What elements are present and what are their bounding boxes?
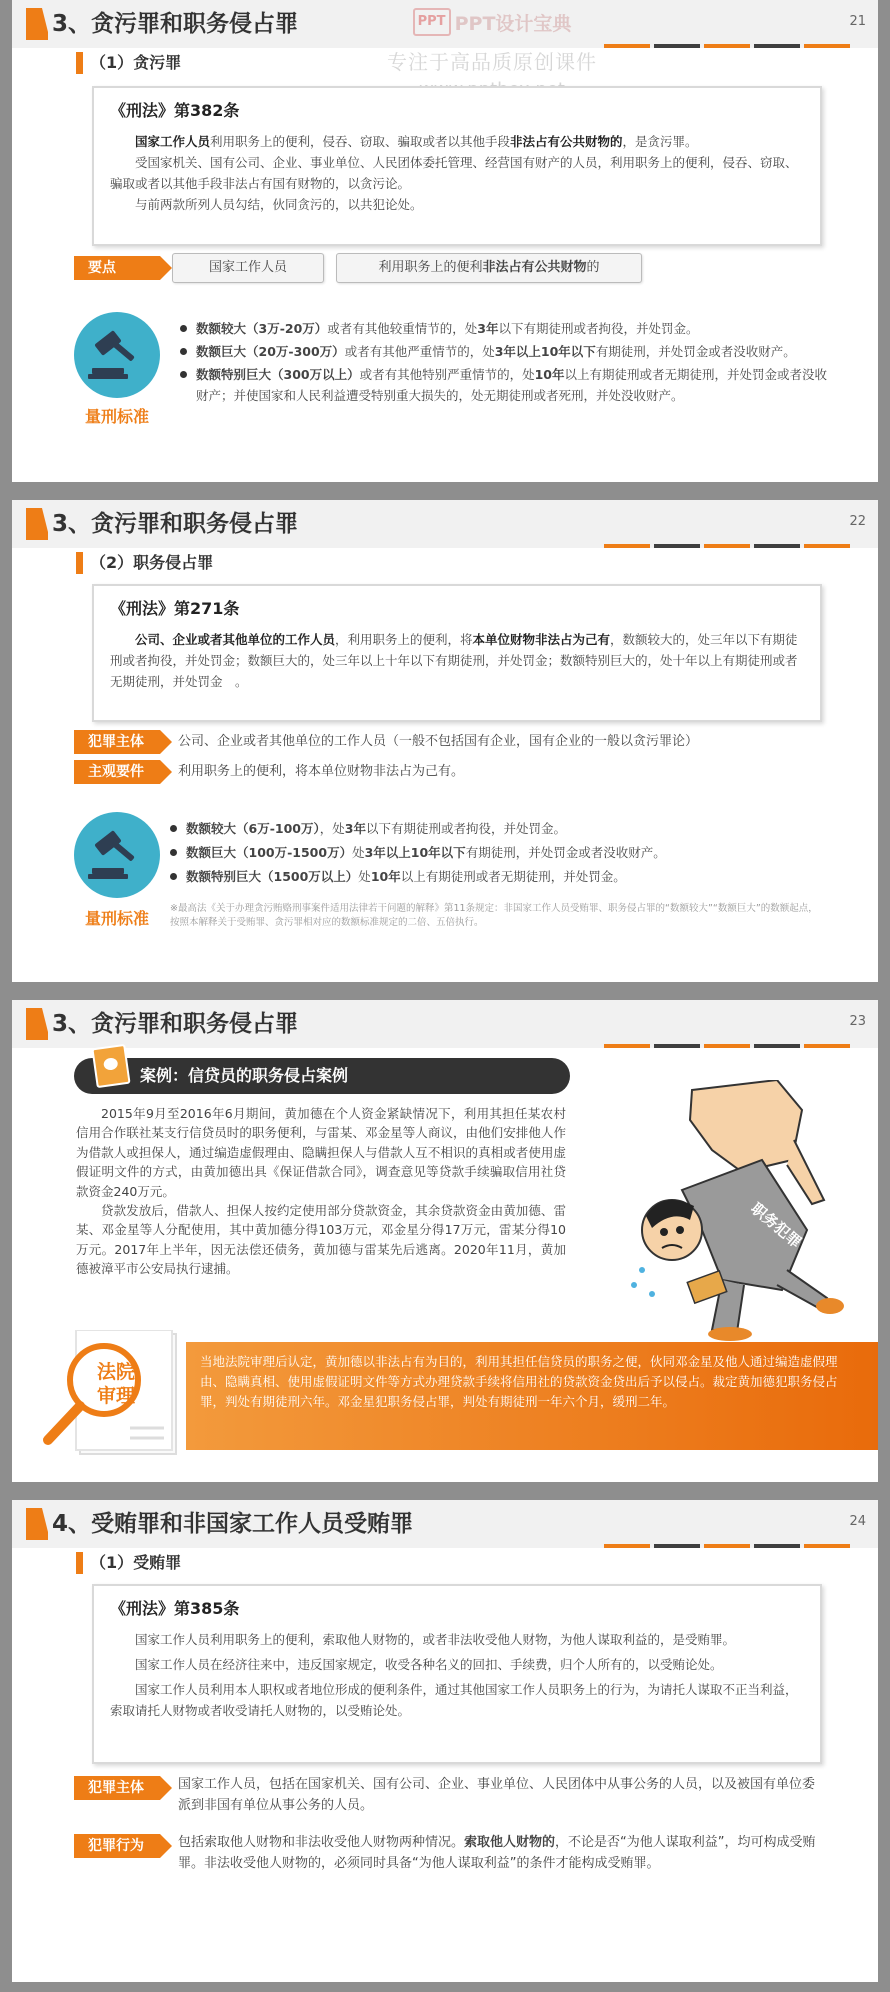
deco-bar bbox=[754, 1544, 800, 1548]
slide-title: 3、贪污罪和职务侵占罪 bbox=[52, 1011, 299, 1037]
sentencing-label: 量刑标准 bbox=[84, 407, 149, 426]
case-paragraph: 2015年9月至2016年6月期间，黄加德在个人资金紧缺情况下，利用其担任某农村信用合作联社某支行信贷员时的职务便利，与雷某、邓金星等人商议，由他们安排他人作为借款人或担保人，通过编造虚假理由、隐瞒担保人与借款人互不相识的真相或者使用虚假证明文件的方式，由黄加德出具《保证借款合同》，调查意见等贷款手续骗取信用社贷款资金240万元。 bbox=[76, 1106, 566, 1199]
slide-header bbox=[12, 1500, 878, 1548]
header-accent bbox=[26, 508, 48, 540]
section-subtitle: （1）受贿罪 bbox=[76, 1552, 181, 1574]
watermark-slogan: 专注于高品质原创课件 bbox=[387, 50, 597, 74]
key-point-pill: 利用职务上的便利非法占有公共财物的 bbox=[336, 253, 642, 283]
slide-title: 3、贪污罪和职务侵占罪 bbox=[52, 511, 299, 537]
case-description bbox=[76, 1104, 566, 1279]
law-article: 《刑法》第382条 bbox=[110, 101, 240, 120]
page-number: 22 bbox=[849, 514, 866, 529]
slide-24 bbox=[12, 1500, 878, 1982]
law-box bbox=[92, 86, 822, 246]
gavel-icon bbox=[74, 812, 160, 898]
deco-bar bbox=[604, 1544, 650, 1548]
deco-bar bbox=[654, 44, 700, 48]
key-point-pill: 国家工作人员 bbox=[172, 253, 324, 283]
deco-bar bbox=[754, 544, 800, 548]
deco-bar bbox=[604, 544, 650, 548]
page-number: 24 bbox=[849, 1514, 866, 1529]
key-points-tag: 要点 bbox=[74, 256, 160, 280]
law-paragraph: 国家工作人员利用本人职权或者地位形成的便利条件，通过其他国家工作人员职务上的行为，为请托人谋取不正当利益，索取请托人财物或者收受请托人财物的，以受贿论处。 bbox=[110, 1682, 798, 1718]
deco-bar bbox=[654, 544, 700, 548]
deco-bar bbox=[804, 1544, 850, 1548]
page-number: 23 bbox=[849, 1014, 866, 1029]
sentencing-label: 量刑标准 bbox=[84, 909, 149, 928]
deco-bar bbox=[804, 1044, 850, 1048]
deco-bar bbox=[654, 1544, 700, 1548]
deco-bar bbox=[604, 1044, 650, 1048]
watermark-logo: PPT bbox=[413, 8, 451, 36]
sentencing-item: 数额巨大（20万-300万）或者有其他严重情节的，处3年以上10年以下有期徒刑，并处罚金或者没收财产。 bbox=[180, 341, 830, 362]
deco-bar bbox=[704, 44, 750, 48]
law-article: 《刑法》第271条 bbox=[110, 599, 240, 618]
law-paragraph: 国家工作人员在经济往来中，违反国家规定，收受各种名义的回扣、手续费，归个人所有的，以受贿论处。 bbox=[135, 1657, 723, 1672]
deco-bar bbox=[704, 1544, 750, 1548]
case-file-icon bbox=[91, 1044, 130, 1088]
deco-bar bbox=[804, 544, 850, 548]
legal-note: ※最高法《关于办理贪污贿赂刑事案件适用法律若干问题的解释》第11条规定：非国家工作人员受贿罪、职务侵占罪的“数额较大”“数额巨大”的数额起点，按照本解释关于受贿罪、贪污罪相对应的数额标准规定的二倍、五倍执行。 bbox=[170, 903, 818, 928]
law-box bbox=[92, 1584, 822, 1764]
sentencing-item: 数额特别巨大（300万以上）或者有其他特别严重情节的，处10年以上有期徒刑或者无期徒刑，并处罚金或者没收财产；并使国家和人民利益遭受特别重大损失的，处无期徒刑或者死刑，并处没收财产。 bbox=[180, 364, 830, 406]
deco-bar bbox=[704, 1044, 750, 1048]
slide-23 bbox=[12, 1000, 878, 1482]
law-paragraph: 公司、企业或者其他单位的工作人员，利用职务上的便利，将本单位财物非法占为己有，数额较大的，处三年以下有期徒刑或者拘役，并处罚金；数额巨大的，处三年以上十年以下有期徒刑，并处罚金；数额特别巨大的，处十年以上有期徒刑或者无期徒刑，并处罚金 。 bbox=[110, 632, 798, 689]
header-accent bbox=[26, 8, 48, 40]
slide-21 bbox=[12, 0, 878, 482]
page-number: 21 bbox=[849, 14, 866, 29]
case-paragraph: 贷款发放后，借款人、担保人按约定使用部分贷款资金，其余贷款资金由黄加德、雷某、邓金星等人分配使用，其中黄加德分得103万元，邓金星分得17万元，雷某分得10万元。2017年上半年，因无法偿还债务，黄加德与雷某先后逃离。2020年11月，黄加德被漳平市公安局执行逮捕。 bbox=[76, 1203, 566, 1277]
law-box bbox=[92, 584, 822, 722]
sentencing-item: 数额较大（3万-20万）或者有其他较重情节的，处3年以下有期徒刑或者拘役，并处罚金。 bbox=[180, 318, 830, 339]
sentencing-item: 数额巨大（100万-1500万）处3年以上10年以下有期徒刑，并处罚金或者没收财产。 bbox=[170, 842, 820, 863]
sentencing-item: 数额较大（6万-100万），处3年以下有期徒刑或者拘役，并处罚金。 bbox=[170, 818, 820, 839]
section-subtitle: （1）贪污罪 bbox=[76, 52, 181, 74]
court-review-label: 法院审理 bbox=[96, 1361, 135, 1407]
watermark-name: PPT设计宝典 bbox=[454, 12, 572, 35]
slide-header bbox=[12, 1000, 878, 1048]
crime-subject-tag: 犯罪主体 bbox=[74, 1776, 160, 1800]
subjective-element-text: 利用职务上的便利，将本单位财物非法占为己有。 bbox=[178, 764, 465, 779]
deco-bar bbox=[704, 544, 750, 548]
slide-title: 3、贪污罪和职务侵占罪 bbox=[52, 11, 299, 37]
crime-subject-tag: 犯罪主体 bbox=[74, 730, 160, 754]
slide-title: 4、受贿罪和非国家工作人员受贿罪 bbox=[52, 1511, 414, 1537]
deco-bar bbox=[654, 1044, 700, 1048]
deco-bar bbox=[754, 44, 800, 48]
slide-header bbox=[12, 500, 878, 548]
law-article: 《刑法》第385条 bbox=[110, 1599, 240, 1618]
law-paragraph: 受国家机关、国有公司、企业、事业单位、人民团体委托管理、经营国有财产的人员，利用职务上的便利，侵吞、窃取、骗取或者以其他手段非法占有国有财物的，以贪污论。 bbox=[110, 155, 798, 191]
crime-subject-text: 公司、企业或者其他单位的工作人员（一般不包括国有企业，国有企业的一般以贪污罪论） bbox=[178, 734, 699, 749]
deco-bar bbox=[804, 44, 850, 48]
header-accent bbox=[26, 1508, 48, 1540]
cartoon-label: 职务犯罪 bbox=[747, 1199, 805, 1252]
sentencing-list bbox=[170, 818, 820, 889]
sentencing-list bbox=[180, 318, 830, 408]
crime-act-tag: 犯罪行为 bbox=[74, 1834, 160, 1858]
slide-22 bbox=[12, 500, 878, 982]
case-title-bar: 案例：信贷员的职务侵占案例 bbox=[74, 1058, 570, 1094]
law-paragraph: 与前两款所列人员勾结，伙同贪污的，以共犯论处。 bbox=[135, 197, 423, 212]
deco-bar bbox=[754, 1044, 800, 1048]
law-paragraph: 国家工作人员利用职务上的便利，索取他人财物的，或者非法收受他人财物，为他人谋取利益的，是受贿罪。 bbox=[135, 1632, 736, 1647]
cartoon-illustration bbox=[562, 1080, 862, 1342]
subjective-element-tag: 主观要件 bbox=[74, 760, 160, 784]
gavel-icon bbox=[74, 312, 160, 398]
crime-act-text: 包括索取他人财物和非法收受他人财物两种情况。索取他人财物的，不论是否“为他人谋取利益”，均可构成受贿罪。非法收受他人财物的，必须同时具备“为他人谋取利益”的条件才能构成受贿罪。 bbox=[178, 1835, 816, 1871]
court-ruling-band: 当地法院审理后认定，黄加德以非法占有为目的，利用其担任信贷员的职务之便，伙同邓金星及他人通过编造虚假理由、隐瞒真相、使用虚假证明文件等方式办理贷款手续将信用社的贷款资金贷出后予以侵占。裁定黄加德犯职务侵占罪，判处有期徒刑六年。邓金星犯职务侵占罪，判处有期徒刑一年六个月，缓刑二年。 bbox=[186, 1342, 878, 1450]
section-subtitle: （2）职务侵占罪 bbox=[76, 552, 213, 574]
sentencing-item: 数额特别巨大（1500万以上）处10年以上有期徒刑或者无期徒刑，并处罚金。 bbox=[170, 866, 820, 887]
law-paragraph: 国家工作人员利用职务上的便利，侵吞、窃取、骗取或者以其他手段非法占有公共财物的，是贪污罪。 bbox=[135, 134, 698, 149]
header-accent bbox=[26, 1008, 48, 1040]
crime-subject-text: 国家工作人员，包括在国家机关、国有公司、企业、事业单位、人民团体中从事公务的人员，以及被国有单位委派到非国有单位从事公务的人员。 bbox=[178, 1777, 816, 1813]
